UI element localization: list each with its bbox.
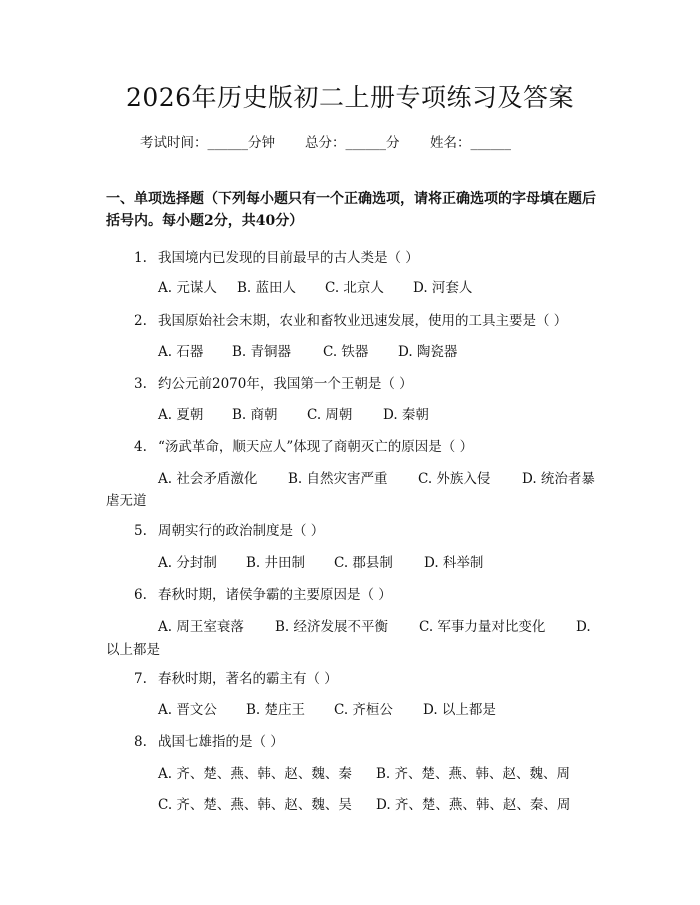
question-text: 周朝实行的政治制度是（ ）: [158, 523, 325, 539]
option: C. 齐桓公: [334, 702, 393, 718]
option: C. 外族入侵: [418, 471, 491, 487]
option: C. 齐、楚、燕、韩、赵、魏、吴: [158, 797, 352, 813]
question-number: 2.: [134, 313, 147, 329]
question-text: 我国原始社会末期，农业和畜牧业迅速发展，使用的工具主要是（ ）: [158, 313, 568, 329]
option: B. 蓝田人: [237, 280, 297, 296]
option: A. 周王室衰落: [158, 619, 244, 635]
option: A. 齐、楚、燕、韩、赵、魏、秦: [158, 766, 352, 782]
student-name: 姓名：______: [430, 135, 511, 151]
question-text: “汤武革命，顺天应人”体现了商朝灭亡的原因是（ ）: [158, 439, 474, 455]
question: [134, 309, 567, 329]
option: D. 以上都是: [423, 702, 496, 718]
option: D. 河套人: [413, 280, 473, 296]
question: [134, 519, 324, 539]
exam-info: [140, 131, 560, 151]
question-text: 战国七雄指的是（ ）: [158, 734, 284, 750]
question-text: 约公元前2070年，我国第一个王朝是（ ）: [158, 376, 413, 392]
question-number: 1.: [134, 250, 147, 266]
question-options: [158, 793, 570, 813]
question-text: 我国境内已发现的目前最早的古人类是（ ）: [158, 250, 419, 266]
question: [134, 730, 284, 750]
question-options: [158, 403, 429, 423]
option: C. 铁器: [323, 344, 369, 360]
option-continuation: 以上都是: [106, 642, 160, 658]
option: A. 夏朝: [158, 407, 204, 423]
option: A. 元谋人: [158, 280, 217, 296]
question-options: [158, 698, 496, 718]
option: B. 齐、楚、燕、韩、赵、魏、周: [376, 766, 571, 782]
question: [134, 372, 413, 392]
page-title: 2026年历史版初二上册专项练习及答案: [125, 83, 575, 112]
option: D. 齐、楚、燕、韩、赵、秦、周: [376, 797, 571, 813]
question: [134, 667, 338, 687]
option-continuation: 虐无道: [106, 493, 147, 509]
question-text: 春秋时期，著名的霸主有（ ）: [158, 671, 338, 687]
option: D.: [576, 619, 591, 635]
question-number: 8.: [134, 734, 147, 750]
question-options: [158, 340, 457, 360]
question-options: [158, 551, 483, 571]
question-options: [158, 467, 595, 487]
option: D. 陶瓷器: [398, 344, 458, 360]
question: [134, 583, 392, 603]
option: A. 社会矛盾激化: [158, 471, 258, 487]
option: B. 商朝: [232, 407, 278, 423]
question-number: 7.: [134, 671, 147, 687]
option: B. 青铜器: [232, 344, 292, 360]
question-number: 6.: [134, 587, 147, 603]
question: [134, 246, 419, 266]
option: B. 自然灾害严重: [288, 471, 388, 487]
question-number: 4.: [134, 439, 147, 455]
option: D. 科举制: [424, 555, 484, 571]
option: B. 楚庄王: [246, 702, 306, 718]
option: C. 军事力量对比变化: [419, 619, 546, 635]
option: A. 石器: [158, 344, 204, 360]
question-options: [158, 276, 472, 296]
option: A. 分封制: [158, 555, 217, 571]
option: A. 晋文公: [158, 702, 217, 718]
option: B. 经济发展不平衡: [275, 619, 389, 635]
question-number: 5.: [134, 523, 147, 539]
exam-score: 总分：______分: [305, 135, 400, 151]
option: C. 北京人: [325, 280, 384, 296]
section-heading: 一、单项选择题（下列每小题只有一个正确选项，请将正确选项的字母填在题后括号内。每小题2分，共40分）: [106, 191, 596, 229]
exam-time: 考试时间：______分钟: [140, 135, 275, 151]
option: C. 郡县制: [334, 555, 393, 571]
question-options: [158, 762, 570, 782]
option: C. 周朝: [307, 407, 353, 423]
question-options: [158, 615, 591, 635]
question-text: 春秋时期，诸侯争霸的主要原因是（ ）: [158, 587, 392, 603]
question: [134, 435, 473, 455]
option: B. 井田制: [246, 555, 306, 571]
option: D. 秦朝: [383, 407, 429, 423]
question-number: 3.: [134, 376, 147, 392]
option: D. 统治者暴: [522, 471, 595, 487]
